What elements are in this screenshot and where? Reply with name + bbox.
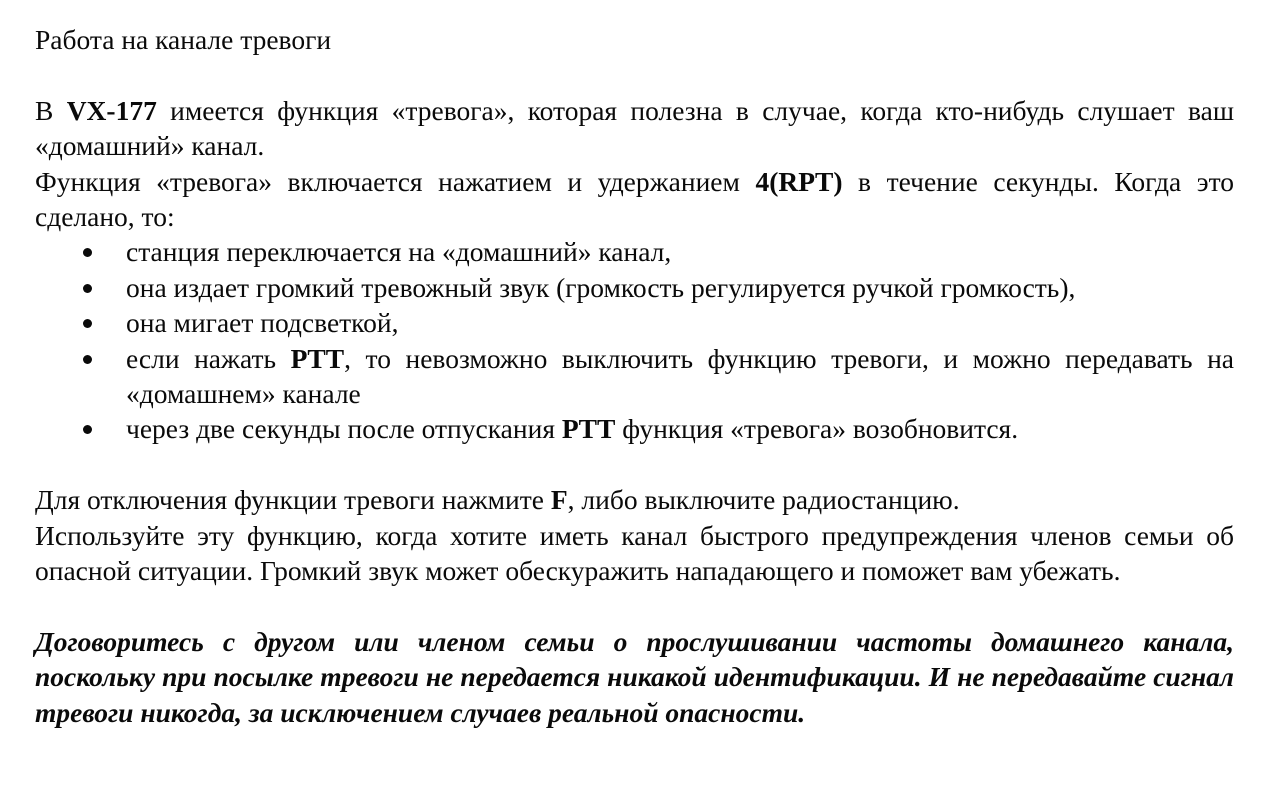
spacer [35, 57, 1234, 92]
bullet-icon [83, 248, 92, 257]
activation-key: 4(RPT) [755, 165, 843, 197]
ptt-key: PTT [561, 413, 616, 445]
spacer [35, 447, 1234, 482]
list-item [35, 270, 1234, 305]
disable-text-start: Для отключения функции тревоги нажмите [35, 484, 551, 516]
bullet-icon [83, 284, 92, 293]
activation-text-end: в течение секунды. Когда это сделано, то: [35, 165, 1234, 233]
list-item [35, 234, 1234, 269]
activation-text-start: Функция «тревога» включается нажатием и удержанием [35, 165, 756, 197]
usage-paragraph: Используйте эту функцию, когда хотите иметь канал быстрого предупреждения членов семьи об опасной ситуации. Громкий звук может обескуражить нападающего и поможет вам убежать. [35, 519, 1234, 587]
spacer [35, 588, 1234, 623]
bullet-icon [83, 355, 92, 364]
warning-paragraph: Договоритесь с другом или членом семьи о прослушивании частоты домашнего канала, поскольку при посылке тревоги не передается никакой идентификации. И не передавайте сигнал тревоги никогда, за исключением случаев реальной опасности. [35, 625, 1234, 728]
activation-paragraph [35, 164, 1234, 235]
list-item-text-end: , то невозможно выключить функцию тревоги, и можно передавать на «домашнем» канале [126, 342, 1235, 410]
intro-paragraph [35, 93, 1234, 164]
list-item-text: она мигает подсветкой, [126, 307, 399, 339]
ptt-key: PTT [290, 342, 345, 374]
bullet-icon [83, 319, 92, 328]
list-item-text: станция переключается на «домашний» канал, [126, 236, 672, 268]
document-page [35, 22, 1234, 730]
list-item-text: она издает громкий тревожный звук (громкость регулируется ручкой громкость), [126, 271, 1076, 303]
disable-text-end: , либо выключите радиостанцию. [567, 484, 960, 516]
list-item-text-end: функция «тревога» возобновится. [615, 413, 1019, 445]
list-item-text-start: через две секунды после отпускания [126, 413, 562, 445]
disable-paragraph [35, 482, 1234, 517]
alarm-effects-list [35, 234, 1234, 446]
list-item-text-start: если нажать [126, 342, 291, 374]
bullet-icon [83, 425, 92, 434]
model-name: VX-177 [66, 94, 157, 126]
intro-text-end: имеется функция «тревога», которая полезна в случае, когда кто-нибудь слушает ваш «домашний» канал. [35, 94, 1234, 162]
intro-text-start: В [35, 94, 67, 126]
page-title: Работа на канале тревоги [35, 24, 332, 55]
disable-key: F [550, 484, 568, 516]
list-item [35, 411, 1234, 446]
list-item [35, 305, 1234, 340]
list-item [35, 341, 1234, 412]
